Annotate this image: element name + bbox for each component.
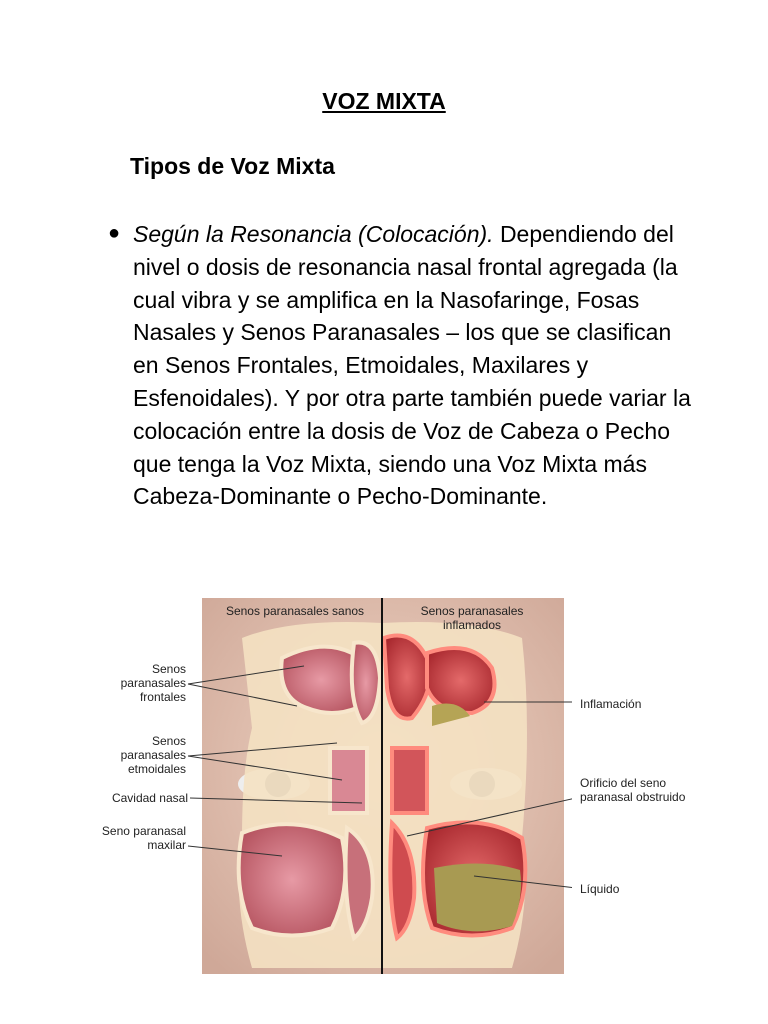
- label-fluid: Líquido: [580, 882, 620, 896]
- panel-label-inflamed: Senos paranasales inflamados: [420, 604, 524, 632]
- section-heading: Tipos de Voz Mixta: [130, 153, 335, 179]
- label-nasal-cavity: Cavidad nasal: [111, 791, 188, 805]
- sinus-diagram-svg: [92, 598, 572, 974]
- bullet-icon: ●: [108, 222, 121, 244]
- sinus-illustration: [92, 598, 572, 974]
- label-obstructed-orifice: Orificio del seno paranasal obstruido: [580, 776, 686, 804]
- body-paragraph: [133, 218, 693, 513]
- ethmoid-inflamed: [392, 748, 427, 813]
- label-ethmoid-sinuses: Senos paranasales etmoidales: [120, 734, 186, 776]
- paragraph-text: Dependiendo del nivel o dosis de resonancia nasal frontal agregada (la cual vibra y se amplifica en la Nasofaringe, Fosas Nasales y Senos Paranasales – los que se clasifican en Senos Frontales, Etmoidales, Maxilares y Esfenoidales). Y por otra parte también puede variar la colocación entre la dosis de Voz de Cabeza o Pecho que tenga la Voz Mixta, siendo una Voz Mixta más Cabeza-Dominante o Pecho-Dominante.: [133, 221, 691, 510]
- fluid-region: [434, 863, 521, 931]
- paragraph-lead: Según la Resonancia (Colocación).: [133, 221, 494, 247]
- label-frontal-sinuses: Senos paranasales frontales: [120, 662, 186, 704]
- label-inflammation: Inflamación: [580, 697, 642, 711]
- document-title: VOZ MIXTA: [322, 88, 446, 114]
- panel-label-healthy: Senos paranasales sanos: [225, 604, 365, 618]
- label-maxillary-sinus: Seno paranasal maxilar: [101, 824, 186, 852]
- maxillary-sinus-healthy: [239, 824, 346, 935]
